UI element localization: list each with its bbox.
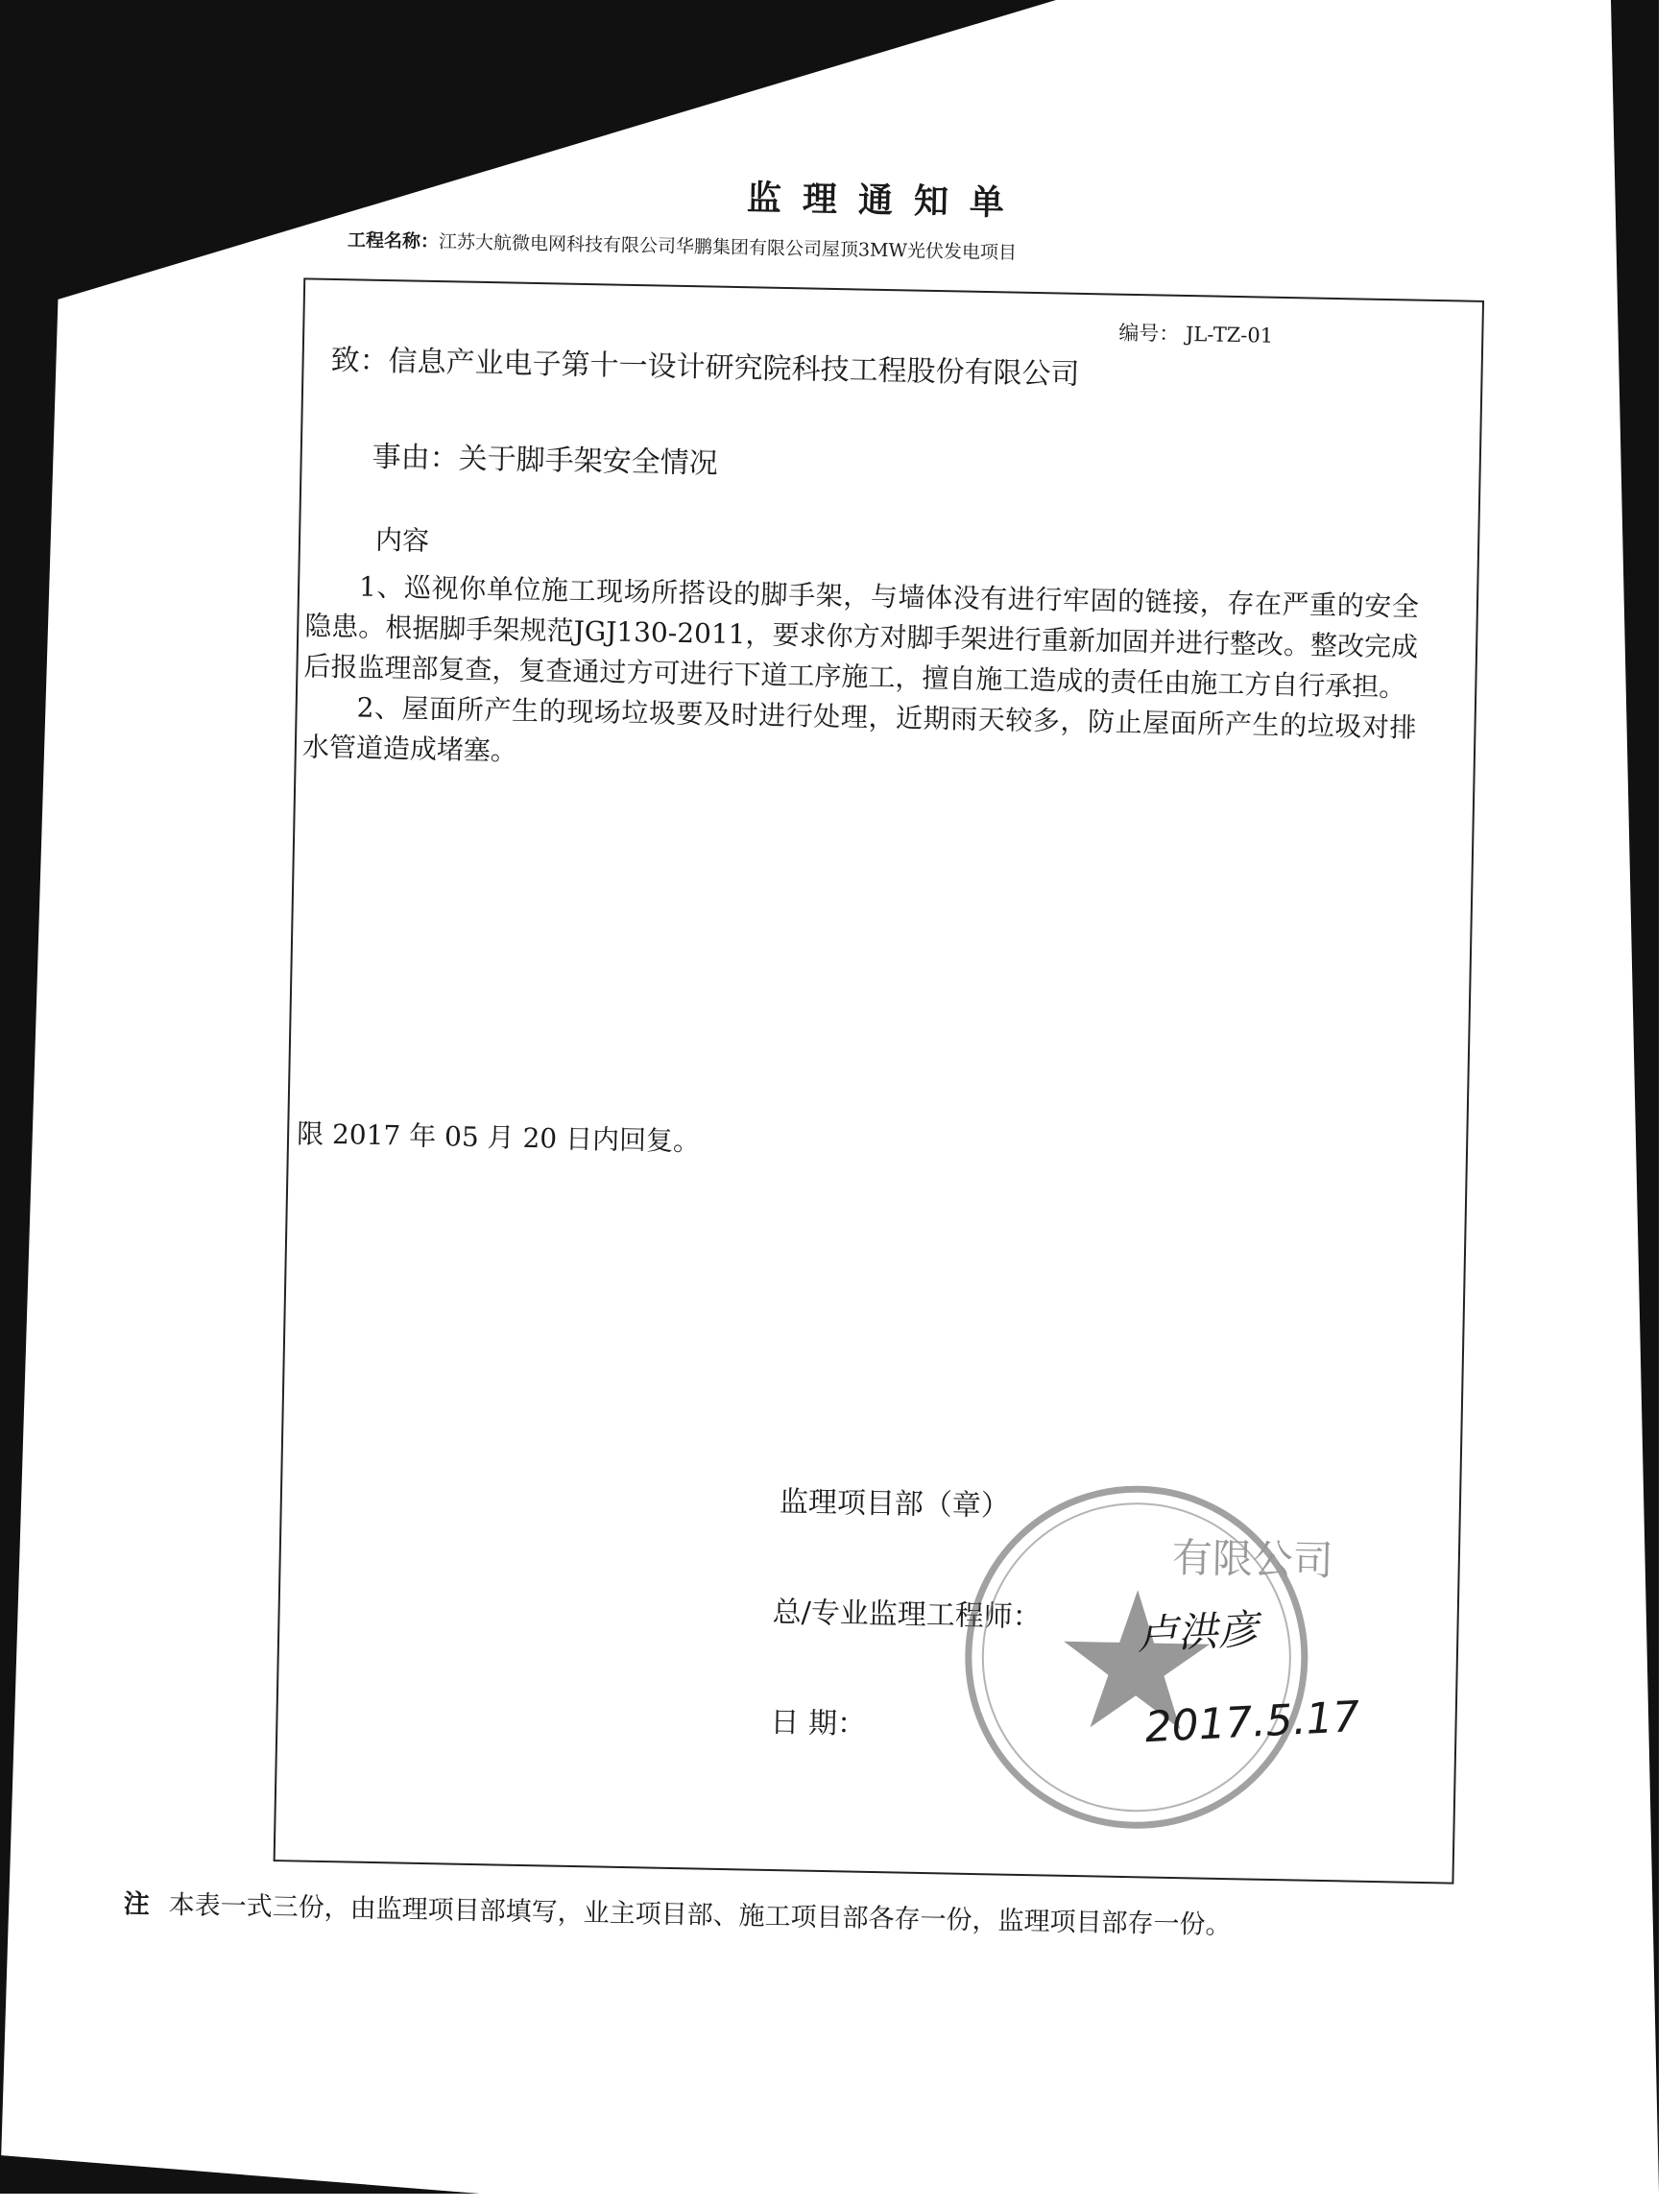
- signature-name: 卢洪彦: [1136, 1605, 1260, 1659]
- content-paragraph-1: 1、巡视你单位施工现场所搭设的脚手架，与墙体没有进行牢固的链接，存在严重的安全隐患。根据脚手架规范JGJ130-2011，要求你方对脚手架进行重新加固并进行整改。整改完成后报监理部复查，复查通过方可进行下道工序施工，擅自施工造成的责任由施工方自行承担。: [303, 570, 1420, 704]
- notice-content: [301, 565, 1419, 788]
- document-title: 监理通知单: [746, 179, 1026, 224]
- signature-date: 2017.5.17: [1143, 1692, 1361, 1753]
- supervising-engineer-label: 总/专业监理工程师：: [772, 1595, 1043, 1635]
- sign-date-label: 日 期：: [770, 1705, 867, 1741]
- content-paragraph-2: 2、屋面所产生的现场垃圾要及时进行处理，近期雨天较多，防止屋面所产生的垃圾对排水管道造成堵塞。: [301, 691, 1417, 767]
- note-label: 注: [123, 1889, 151, 1920]
- official-seal-icon: [955, 1477, 1334, 1838]
- recipient-line: 致：信息产业电子第十一设计研究院科技工程股份有限公司: [330, 343, 1080, 392]
- footnote: [123, 1883, 1232, 1941]
- subject-line: 事由：关于脚手架安全情况: [372, 440, 718, 481]
- supervision-department-label: 监理项目部（章）: [779, 1485, 1011, 1524]
- note-text: 本表一式三份，由监理项目部填写，业主项目部、施工项目部各存一份，监理项目部存一份。: [168, 1889, 1232, 1941]
- number-label: 编号：: [1118, 321, 1180, 346]
- reply-deadline: 限 2017 年 05 月 20 日内回复。: [296, 1117, 701, 1158]
- content-heading: 内容: [374, 523, 430, 557]
- number-value: JL-TZ-01: [1185, 322, 1274, 348]
- project-name: 江苏大航微电网科技有限公司华鹏集团有限公司屋顶3MW光伏发电项目: [438, 231, 1018, 264]
- project-name-line: [348, 226, 1017, 264]
- seal-text: 有限公司: [1171, 1533, 1334, 1585]
- project-label: 工程名称：: [347, 229, 440, 253]
